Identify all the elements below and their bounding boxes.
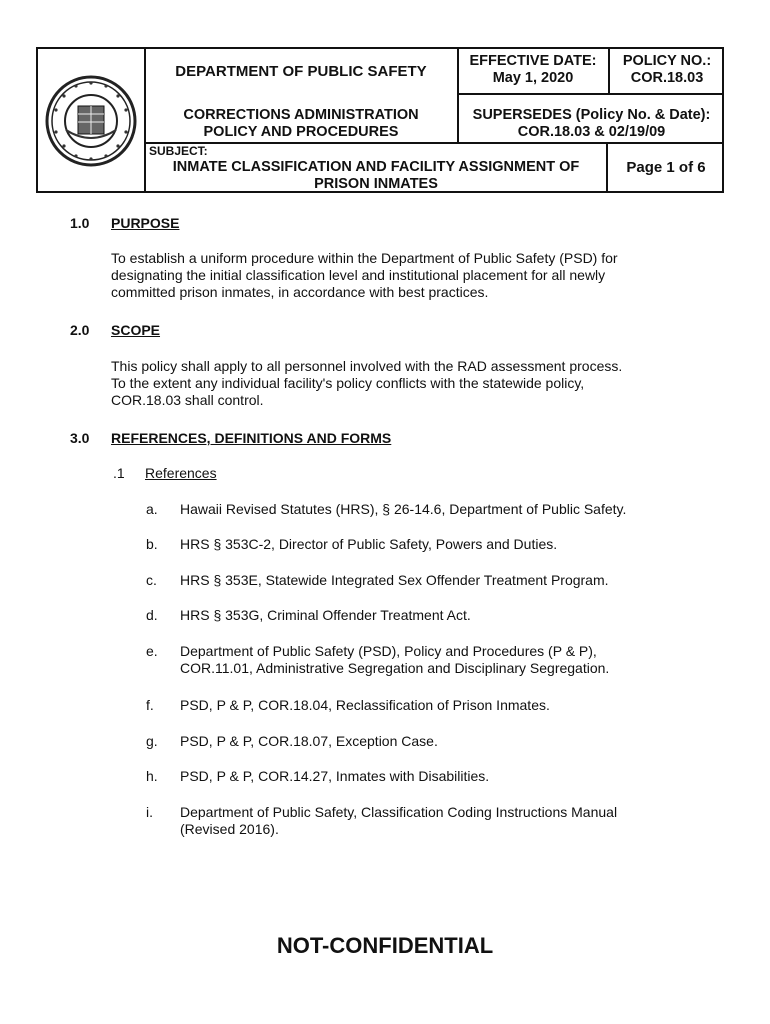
list-item-letter: g. xyxy=(146,733,158,749)
subject-line-2: PRISON INMATES xyxy=(314,176,438,192)
text-line: PSD, P & P, COR.14.27, Inmates with Disabilities. xyxy=(180,768,490,784)
state-seal-icon xyxy=(44,74,138,168)
text-line: HRS § 353C-2, Director of Public Safety, Powers and Duties. xyxy=(180,536,558,552)
section-title-references: REFERENCES, DEFINITIONS AND FORMS xyxy=(111,430,392,446)
supersedes-value: COR.18.03 & 02/19/09 xyxy=(517,124,666,140)
list-item xyxy=(180,804,700,838)
header-divider xyxy=(144,142,724,144)
policy-header-table xyxy=(36,47,724,193)
header-divider xyxy=(457,93,724,95)
list-item-letter: d. xyxy=(146,607,158,623)
effective-date: May 1, 2020 xyxy=(492,70,574,86)
policy-number-label: POLICY NO.: xyxy=(622,53,712,69)
list-item-letter: h. xyxy=(146,768,158,784)
text-line: COR.11.01, Administrative Segregation and Disciplinary Segregation. xyxy=(180,660,610,676)
list-item-letter: i. xyxy=(146,804,153,820)
subject-title xyxy=(146,159,606,193)
text-line: This policy shall apply to all personnel involved with the RAD assessment process. xyxy=(111,358,623,374)
list-item xyxy=(180,536,700,553)
purpose-paragraph xyxy=(111,250,671,301)
section-number: 3.0 xyxy=(70,430,90,446)
subject-label: SUBJECT: xyxy=(149,144,208,158)
admin-line-1: CORRECTIONS ADMINISTRATION xyxy=(183,107,419,123)
text-line: (Revised 2016). xyxy=(180,821,279,837)
scope-paragraph xyxy=(111,358,671,409)
text-line: HRS § 353G, Criminal Offender Treatment Act. xyxy=(180,607,471,623)
list-item xyxy=(180,607,700,624)
text-line: designating the initial classification level and institutional placement for all newly xyxy=(111,267,606,283)
section-title-scope: SCOPE xyxy=(111,322,161,338)
list-item-letter: a. xyxy=(146,501,158,517)
text-line: To the extent any individual facility's policy conflicts with the statewide policy, xyxy=(111,375,585,391)
text-line: Department of Public Safety, Classification Coding Instructions Manual xyxy=(180,804,618,820)
page-number: Page 1 of 6 xyxy=(626,159,706,176)
policy-number: COR.18.03 xyxy=(630,70,704,86)
list-item-letter: c. xyxy=(146,572,157,588)
text-line: COR.18.03 shall control. xyxy=(111,392,264,408)
admin-line-2: POLICY AND PROCEDURES xyxy=(203,124,399,140)
text-line: PSD, P & P, COR.18.04, Reclassification of Prison Inmates. xyxy=(180,697,550,713)
supersedes-label: SUPERSEDES (Policy No. & Date): xyxy=(472,107,711,123)
subject-line-1: INMATE CLASSIFICATION AND FACILITY ASSIGNMENT OF xyxy=(172,159,580,175)
list-item-letter: b. xyxy=(146,536,158,552)
list-item xyxy=(180,643,700,677)
department-name: DEPARTMENT OF PUBLIC SAFETY xyxy=(175,63,427,80)
confidentiality-footer: NOT-CONFIDENTIAL xyxy=(276,933,494,958)
list-item xyxy=(180,733,700,750)
state-seal-cell xyxy=(38,49,146,193)
text-line: HRS § 353E, Statewide Integrated Sex Offender Treatment Program. xyxy=(180,572,609,588)
list-item xyxy=(180,697,700,714)
text-line: To establish a uniform procedure within the Department of Public Safety (PSD) for xyxy=(111,250,618,266)
text-line: Department of Public Safety (PSD), Policy and Procedures (P & P), xyxy=(180,643,597,659)
text-line: PSD, P & P, COR.18.07, Exception Case. xyxy=(180,733,438,749)
section-number: 1.0 xyxy=(70,215,90,231)
list-item xyxy=(180,501,700,518)
list-item-letter: e. xyxy=(146,643,158,659)
text-line: committed prison inmates, in accordance with best practices. xyxy=(111,284,489,300)
list-item xyxy=(180,768,700,785)
list-item-letter: f. xyxy=(146,697,154,713)
section-title-purpose: PURPOSE xyxy=(111,215,180,231)
effective-date-label: EFFECTIVE DATE: xyxy=(469,53,597,69)
text-line: Hawaii Revised Statutes (HRS), § 26-14.6, Department of Public Safety. xyxy=(180,501,627,517)
section-number: 2.0 xyxy=(70,322,90,338)
subsection-title: References xyxy=(145,465,217,481)
subsection-number: .1 xyxy=(113,465,125,481)
list-item xyxy=(180,572,700,589)
